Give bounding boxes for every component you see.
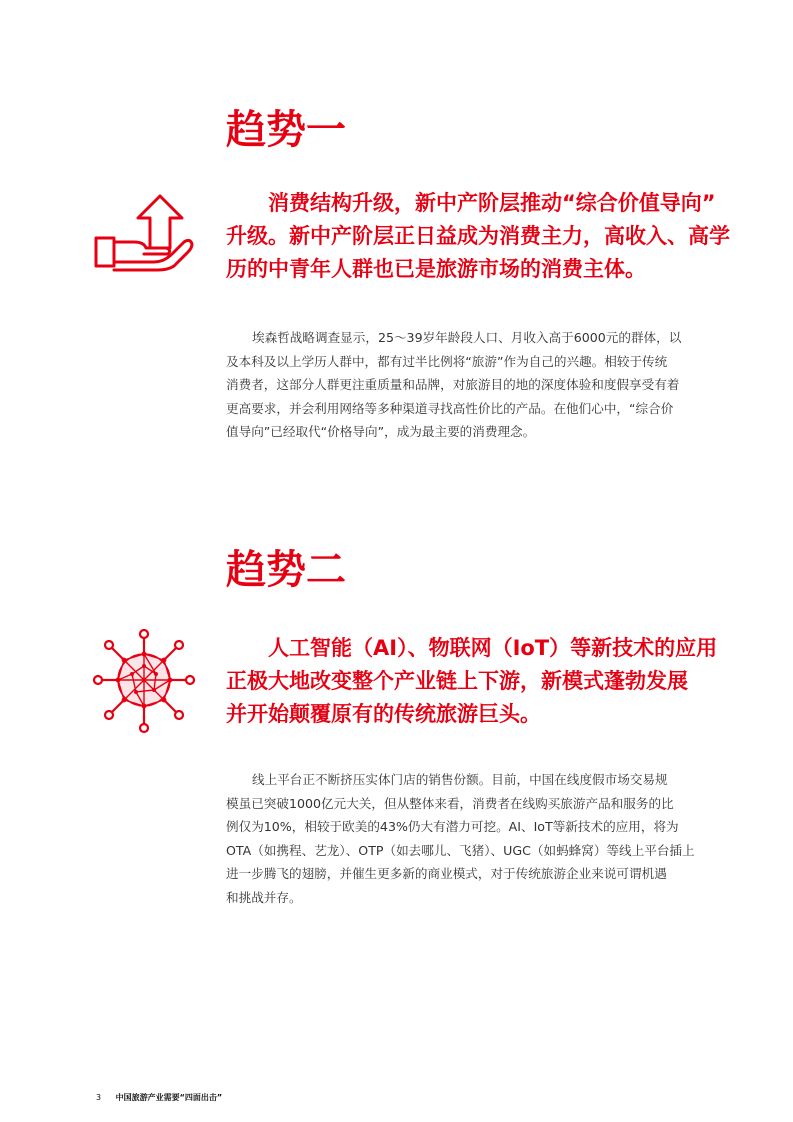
- page-footer: [96, 1092, 222, 1103]
- trend-2-headline-line: 人工智能（AI）、物联网（IoT）等新技术的应用: [268, 636, 718, 660]
- trend-1-body-line: 值导向”已经取代“价格导向”，成为最主要的消费理念。: [226, 424, 536, 440]
- trend-2-body-line: 模虽已突破1000亿元大关，但从整体来看，消费者在线购买旅游产品和服务的比: [226, 795, 674, 811]
- trend-1-body-line: 埃森哲战略调查显示，25～39岁年龄段人口、月收入高于6000元的群体，以: [252, 330, 682, 345]
- trend-1-headline: [226, 187, 730, 286]
- trend-2-headline: [226, 632, 718, 731]
- trend-2-body-line: 和挑战并存。: [226, 889, 302, 905]
- trend-1-headline-line: 消费结构升级，新中产阶层推动“综合价值导向”: [268, 191, 716, 215]
- trend-2-body-line: 例仅为10%，相较于欧美的43%仍大有潜力可挖。AI、IoT等新技术的应用，将为: [226, 819, 679, 835]
- trend-2-body-line: 进一步腾飞的翅膀，并催生更多新的商业模式，对于传统旅游企业来说可谓机遇: [226, 866, 667, 882]
- trend-1-body-line: 消费者，这部分人群更注重质量和品牌，对旅游目的地的深度体验和度假享受有着: [226, 377, 680, 393]
- trend-1-title: 趋势一: [226, 107, 346, 153]
- network-virus-icon: [92, 628, 196, 738]
- hand-upload-arrow-icon: [92, 190, 196, 280]
- trend-2-body: [226, 768, 706, 910]
- page-number: 3: [96, 1093, 102, 1102]
- trend-2-title: 趋势二: [226, 547, 346, 593]
- trend-1-body-line: 及本科及以上学历人群中，都有过半比例将“旅游”作为自己的兴趣。相较于传统: [226, 353, 668, 369]
- trend-1-body: [226, 326, 706, 444]
- trend-2-body-line: OTA（如携程、艺龙）、OTP（如去哪儿、飞猪）、UGC（如蚂蜂窝）等线上平台插上: [226, 842, 695, 858]
- trend-2-body-line: 线上平台正不断挤压实体门店的销售份额。目前，中国在线度假市场交易规: [252, 772, 668, 787]
- trend-2-headline-line: 正极大地改变整个产业链上下游，新模式蓬勃发展: [226, 669, 688, 693]
- footer-title: 中国旅游产业需要“四面出击”: [115, 1093, 223, 1102]
- trend-1-headline-line: 历的中青年人群也已是旅游市场的消费主体。: [226, 257, 646, 281]
- trend-2-headline-line: 并开始颠覆原有的传统旅游巨头。: [226, 702, 541, 726]
- trend-1-body-line: 更高要求，并会利用网络等多种渠道寻找高性价比的产品。在他们心中，“综合价: [226, 400, 674, 416]
- trend-1-headline-line: 升级。新中产阶层正日益成为消费主力，高收入、高学: [226, 224, 730, 248]
